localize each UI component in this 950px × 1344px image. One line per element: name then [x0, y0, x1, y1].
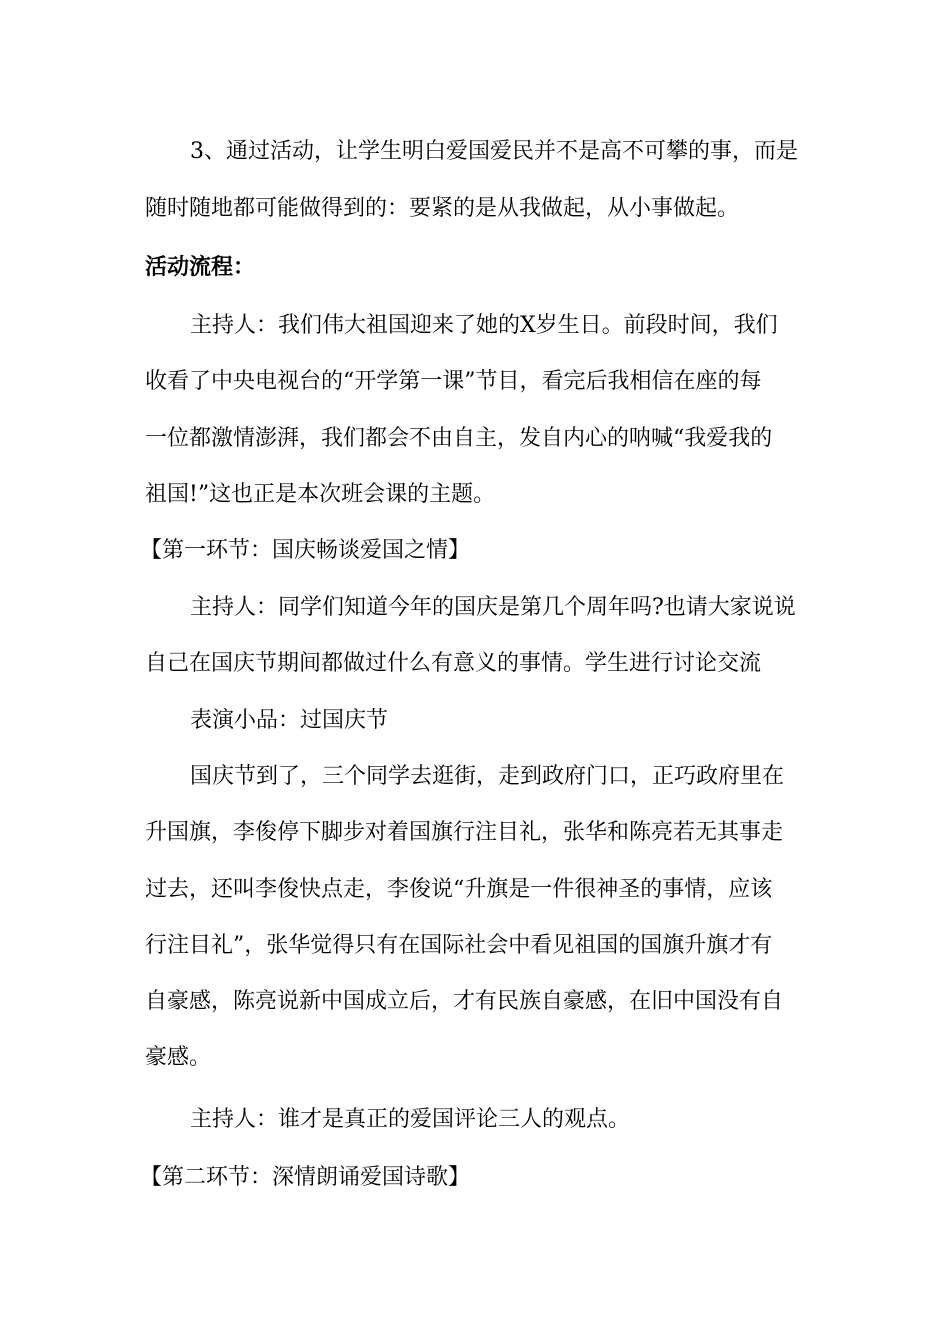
section-heading-part-1: 【第一环节：国庆畅谈爱国之情】	[140, 538, 471, 563]
paragraph-host-comment: 主持人：谁才是真正的爱国评论三人的观点。	[190, 1107, 631, 1132]
paragraph-goal-3-line-1: 3、通过活动，让学生明白爱国爱民并不是高不可攀的事，而是	[190, 139, 798, 164]
paragraph-sketch-line-1: 国庆节到了，三个同学去逛街，走到政府门口，正巧政府里在	[190, 764, 785, 789]
section-heading-activity-flow: 活动流程：	[145, 255, 256, 280]
paragraph-host-question-line-2: 自己在国庆节期间都做过什么有意义的事情。学生进行讨论交流	[145, 651, 762, 676]
paragraph-sketch-line-2: 升国旗，李俊停下脚步对着国旗行注目礼，张华和陈亮若无其事走	[145, 820, 784, 845]
paragraph-sketch-line-3: 过去，还叫李俊快点走，李俊说“升旗是一件很神圣的事情，应该	[145, 877, 773, 902]
paragraph-host-intro-line-3: 一位都激情澎湃，我们都会不由自主，发自内心的呐喊“我爱我的	[145, 426, 773, 451]
paragraph-sketch-line-4: 行注目礼”，张华觉得只有在国际社会中看见祖国的国旗升旗才有	[145, 933, 773, 958]
paragraph-goal-3-line-2: 随时随地都可能做得到的：要紧的是从我做起，从小事做起。	[145, 196, 740, 221]
paragraph-sketch-line-6: 豪感。	[145, 1045, 212, 1070]
paragraph-host-intro-line-2: 收看了中央电视台的“开学第一课”节目，看完后我相信在座的每	[145, 369, 762, 394]
paragraph-host-question-line-1: 主持人：同学们知道今年的国庆是第几个周年吗?也请大家说说	[190, 595, 796, 620]
section-heading-part-2: 【第二环节：深情朗诵爱国诗歌】	[140, 1165, 471, 1190]
paragraph-host-intro-line-4: 祖国!”这也正是本次班会课的主题。	[145, 482, 496, 507]
paragraph-sketch-line-5: 自豪感，陈亮说新中国成立后，才有民族自豪感，在旧中国没有自	[145, 989, 784, 1014]
sketch-title: 表演小品：过国庆节	[190, 708, 389, 733]
paragraph-host-intro-line-1: 主持人：我们伟大祖国迎来了她的X岁生日。前段时间，我们	[190, 313, 778, 338]
